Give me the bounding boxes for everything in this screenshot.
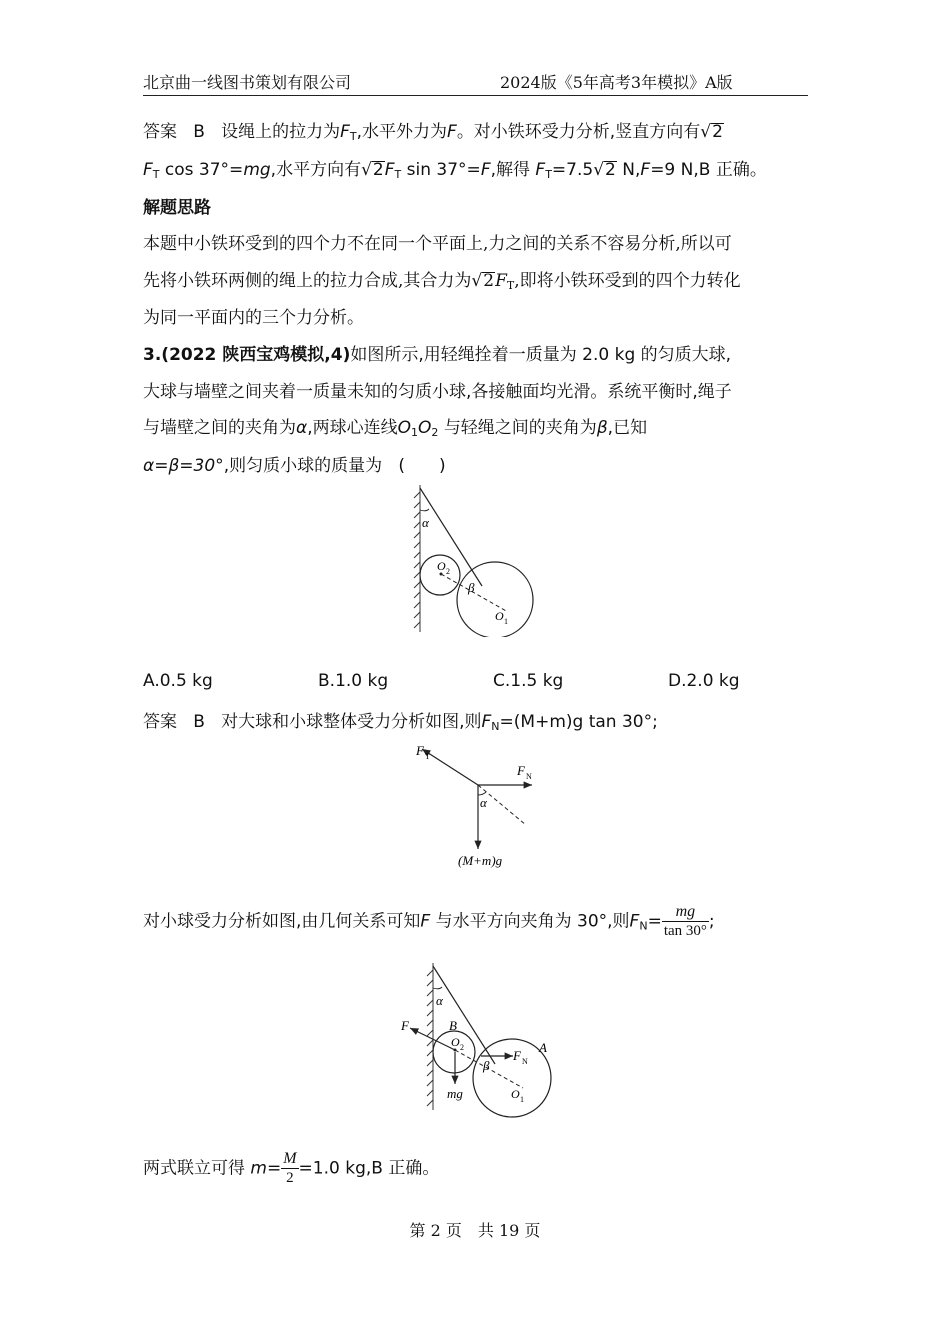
large-ball: [457, 562, 533, 637]
question3-line2: 大球与墙壁之间夹着一质量未知的匀质小球,各接触面均光滑。系统平衡时,绳子: [143, 382, 732, 402]
header-book-title: 2024版《5年高考3年模拟》A版: [500, 73, 733, 92]
fig1-o1-label: O: [495, 609, 504, 623]
fig3-o2-label: O: [451, 1035, 460, 1049]
fig1-alpha-label: α: [422, 515, 429, 530]
fig3-o1-sub: 1: [520, 1095, 524, 1104]
option-c[interactable]: C.1.5 kg: [493, 671, 564, 691]
fig3-fn-sub: N: [522, 1057, 528, 1066]
rope: [420, 488, 482, 586]
fig2-fn-label: F: [517, 763, 525, 778]
header-rule: [143, 95, 808, 96]
header-company: 北京曲一线图书策划有限公司: [143, 73, 352, 92]
solution-line1: 本题中小铁环受到的四个力不在同一个平面上,力之间的关系不容易分析,所以可: [143, 234, 732, 254]
fig2-tension-arrow: [422, 749, 478, 785]
fig3-alpha-label: α: [436, 993, 443, 1008]
question3-line4: α=β=30°,则匀质小球的质量为 ( ): [143, 456, 446, 476]
fig2-weight-label: (M+m)g: [458, 853, 503, 868]
option-b[interactable]: B.1.0 kg: [318, 671, 389, 691]
fig3-beta-label: β: [483, 1058, 490, 1073]
fig3-f-label: F: [401, 1018, 409, 1033]
solution-line3: 为同一平面内的三个力分析。: [143, 308, 364, 328]
fig3-fn-label: F: [513, 1048, 521, 1063]
fraction-m-over-2: $\frac{M}{2}$: [283, 1150, 297, 1186]
fig3-mg-label: mg: [447, 1086, 463, 1101]
option-d[interactable]: D.2.0 kg: [668, 671, 740, 691]
fig1-o1-sub: 1: [504, 617, 508, 626]
answer1-line1: 答案 B 设绳上的拉力为$F_T$,水平外力为F。对小铁环受力分析,竖直方向有√2: [143, 122, 723, 143]
fig1-o2-sub: 2: [446, 567, 450, 576]
fig3-o1-label: O: [511, 1087, 520, 1101]
page-footer: 第 2 页 共 19 页: [409, 1221, 541, 1240]
fig2-ft-sub: T: [425, 752, 430, 761]
fig1-o2-label: O: [437, 559, 446, 573]
fig3-o2-sub: 2: [460, 1043, 464, 1052]
solution-line2: 先将小铁环两侧的绳上的拉力合成,其合力为$√2F_T$,即将小铁环受到的四个力转化: [143, 271, 741, 292]
fig2-fn-sub: N: [526, 772, 532, 781]
fig2-alpha-label: α: [480, 795, 487, 810]
figure-small-ball-forces: [395, 960, 560, 1125]
answer1-line2: $F_T$ cos 37°=mg,水平方向有$√2F_T$ sin 37°=F,解得 $F_T=7.5√2$ N,F=9 N,B 正确。: [143, 160, 767, 181]
question3-line3: 与墙壁之间的夹角为α,两球心连线$O_1O_2$ 与轻绳之间的夹角为β,已知: [143, 418, 648, 439]
figure-whole-system-forces: [400, 737, 545, 872]
question3-line1: 3.(2022 陕西宝鸡模拟,4)如图所示,用轻绳拴着一质量为 2.0 kg 的匀质大球,: [143, 345, 732, 365]
answer3-line1: 答案 B 对大球和小球整体受力分析如图,则$F_N=(M+m)g$ tan 30°;: [143, 712, 658, 733]
fig3-b-label: B: [449, 1018, 457, 1033]
answer3-line3: 两式联立可得 m= $\frac{M}{2}$ =1.0 kg,B 正确。: [143, 1150, 440, 1186]
fig1-beta-label: β: [468, 580, 475, 595]
option-a[interactable]: A.0.5 kg: [143, 671, 213, 691]
answer3-line2: 对小球受力分析如图,由几何关系可知F 与水平方向夹角为 30°,则$F_N=$ $\frac{mg}{\tan 30^\circ}$ ;: [143, 903, 715, 939]
fraction-mg-over-tan30: $\frac{mg}{\tan 30^\circ}$: [663, 903, 707, 939]
solution-title: 解题思路: [143, 198, 211, 218]
fig3-a-label: A: [539, 1040, 547, 1055]
figure-wall-two-balls: [400, 482, 545, 637]
fig2-ft-label: F: [416, 743, 424, 758]
